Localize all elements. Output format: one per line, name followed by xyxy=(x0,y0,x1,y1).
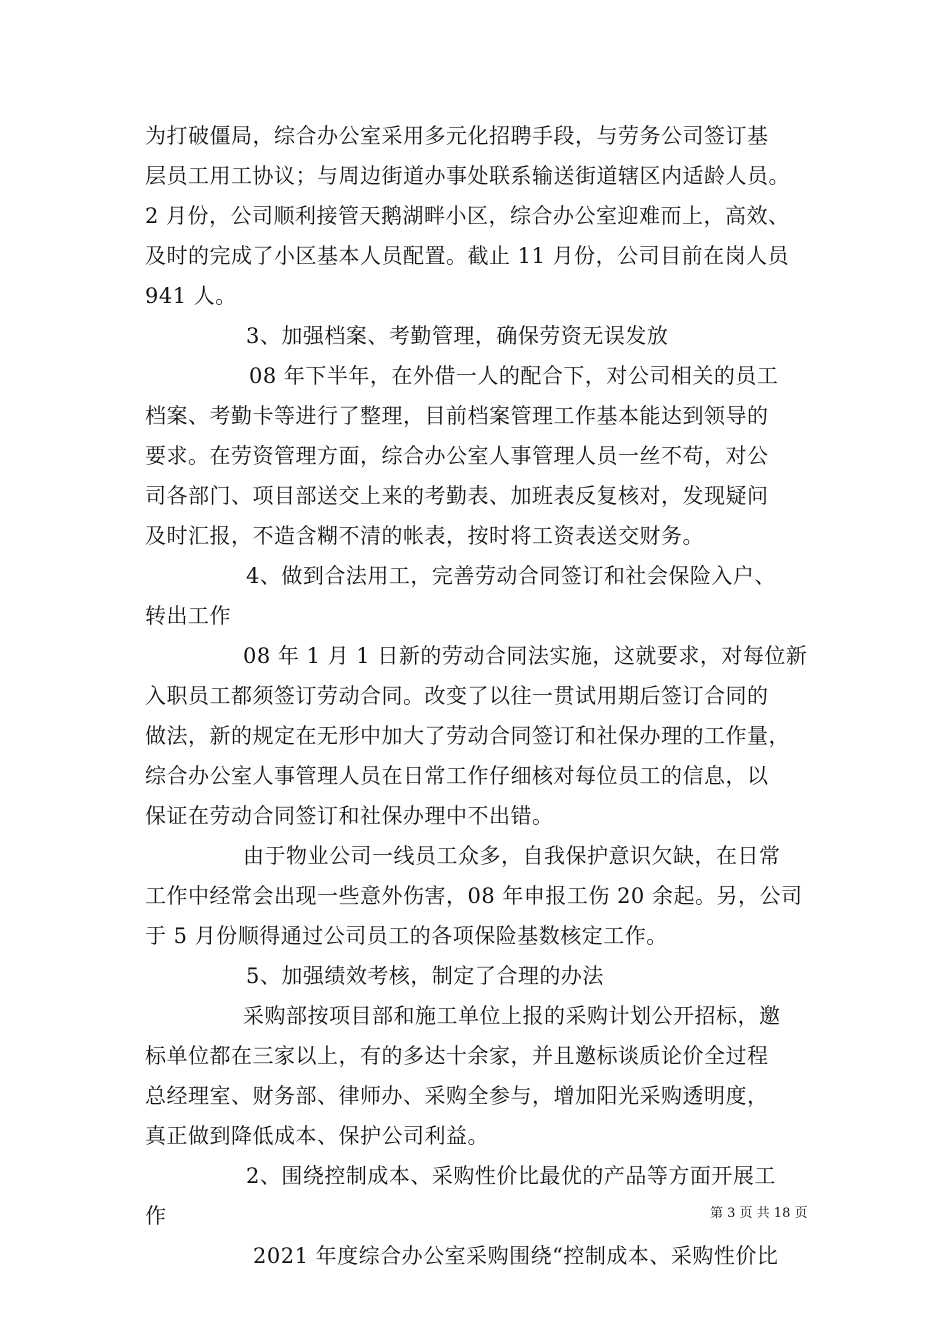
text-line: 做法，新的规定在无形中加大了劳动合同签订和社保办理的工作量， xyxy=(145,724,790,748)
section-heading: 4、做到合法用工，完善劳动合同签订和社会保险入户、 xyxy=(246,564,776,588)
text-line: 08 年 1 月 1 日新的劳动合同法实施，这就要求，对每位新 xyxy=(243,644,808,668)
text-line: 保证在劳动合同签订和社保办理中不出错。 xyxy=(145,804,554,828)
page-number: 第 3 页 共 18 页 xyxy=(710,1206,808,1221)
section-heading: 转出工作 xyxy=(145,604,231,628)
section-heading: 3、加强档案、考勤管理，确保劳资无误发放 xyxy=(246,324,669,348)
text-line: 总经理室、财务部、律师办、采购全参与，增加阳光采购透明度， xyxy=(145,1084,769,1108)
text-line: 要求。在劳资管理方面，综合办公室人事管理人员一丝不苟，对公 xyxy=(145,444,769,468)
section-heading: 5、加强绩效考核，制定了合理的办法 xyxy=(246,964,604,988)
section-heading: 作 xyxy=(145,1204,167,1228)
text-line: 层员工用工协议；与周边街道办事处联系输送街道辖区内适龄人员。 xyxy=(145,164,790,188)
text-line: 08 年下半年，在外借一人的配合下，对公司相关的员工 xyxy=(249,364,779,388)
text-line: 于 5 月份顺得通过公司员工的各项保险基数核定工作。 xyxy=(145,924,668,948)
text-line: 真正做到降低成本、保护公司利益。 xyxy=(145,1124,489,1148)
section-heading: 2、围绕控制成本、采购性价比最优的产品等方面开展工 xyxy=(246,1164,776,1188)
text-line: 标单位都在三家以上，有的多达十余家，并且邀标谈质论价全过程 xyxy=(145,1044,769,1068)
text-line: 工作中经常会出现一些意外伤害，08 年申报工伤 20 余起。另，公司 xyxy=(145,884,803,908)
text-line: 综合办公室人事管理人员在日常工作仔细核对每位员工的信息，以 xyxy=(145,764,769,788)
text-line: 为打破僵局，综合办公室采用多元化招聘手段，与劳务公司签订基 xyxy=(145,124,769,148)
text-line: 941 人。 xyxy=(145,284,237,308)
text-line: 采购部按项目部和施工单位上报的采购计划公开招标，邀 xyxy=(243,1004,781,1028)
text-line: 2 月份，公司顺利接管天鹅湖畔小区，综合办公室迎难而上，高效、 xyxy=(145,204,790,228)
text-line: 档案、考勤卡等进行了整理，目前档案管理工作基本能达到领导的 xyxy=(145,404,769,428)
text-line: 入职员工都须签订劳动合同。改变了以往一贯试用期后签订合同的 xyxy=(145,684,769,708)
text-line: 及时汇报，不造含糊不清的帐表，按时将工资表送交财务。 xyxy=(145,524,704,548)
text-line: 2021 年度综合办公室采购围绕“控制成本、采购性价比 xyxy=(253,1244,779,1268)
text-line: 及时的完成了小区基本人员配置。截止 11 月份，公司目前在岗人员 xyxy=(145,244,790,268)
text-line: 司各部门、项目部送交上来的考勤表、加班表反复核对，发现疑问 xyxy=(145,484,769,508)
text-line: 由于物业公司一线员工众多，自我保护意识欠缺，在日常 xyxy=(243,844,781,868)
